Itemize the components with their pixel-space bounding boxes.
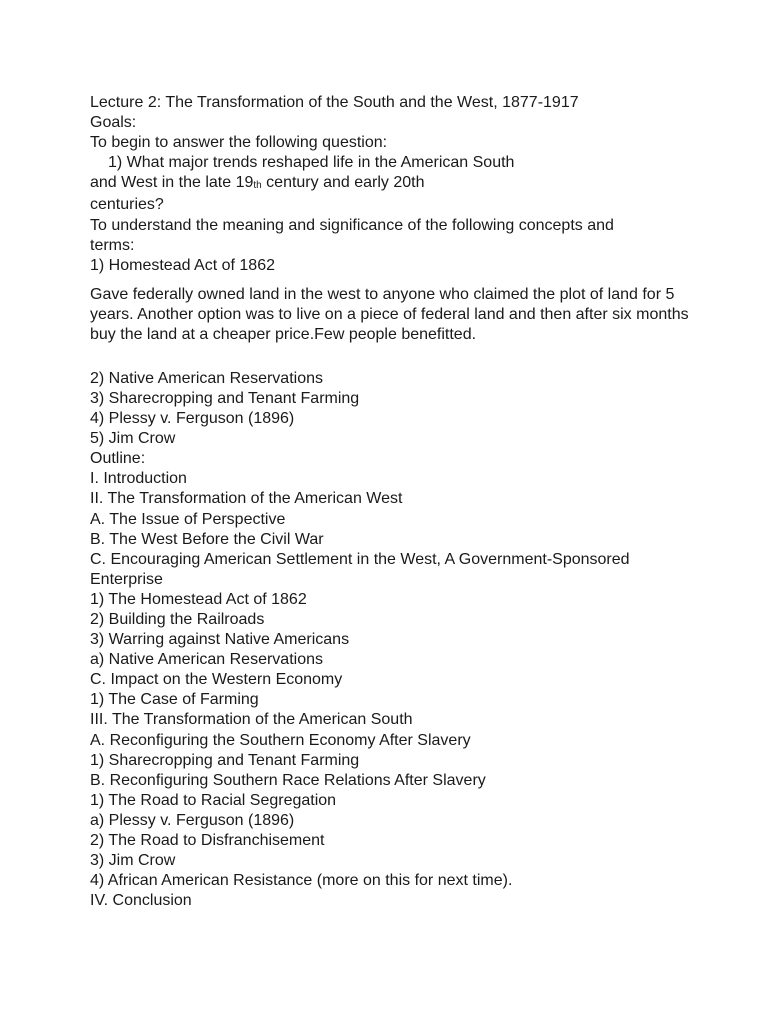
concepts-intro-line-2: terms: (90, 236, 135, 254)
outline-item: a) Plessy v. Ferguson (1896) (90, 811, 295, 829)
term-item: 2) Native American Reservations (90, 369, 323, 387)
homestead-paragraph: Gave federally owned land in the west to anyone who claimed the plot of land for 5 years. Another option was to live on a piece of federal land and then after six months buy the land at a cheaper price.Few people benefitted. (90, 285, 689, 343)
outline-item: 2) The Road to Disfranchisement (90, 832, 325, 849)
outline-item: 4) African American Resistance (more on this for next time). (90, 872, 513, 890)
outline-item: 1) The Case of Farming (90, 691, 259, 709)
outline-item: 1) The Homestead Act of 1862 (90, 590, 307, 608)
outline-item: C. Encouraging American Settlement in the West, A Government-Sponsored (90, 550, 630, 568)
term-item: 3) Sharecropping and Tenant Farming (90, 389, 360, 407)
question-line-2-end: century and early 20th (261, 174, 425, 192)
goals-intro: To begin to answer the following question: (90, 134, 388, 152)
outline-label: Outline: (90, 450, 146, 468)
outline-item: B. The West Before the Civil War (90, 530, 324, 548)
outline-item: IV. Conclusion (90, 892, 192, 910)
question-line-1: 1) What major trends reshaped life in the American South (108, 154, 515, 172)
ordinal-suffix: th (253, 180, 262, 192)
outline-item: C. Impact on the Western Economy (90, 671, 343, 689)
outline-item: 3) Jim Crow (90, 852, 176, 870)
outline-item: B. Reconfiguring Southern Race Relations After Slavery (90, 771, 486, 789)
outline-item: 1) The Road to Racial Segregation (90, 791, 337, 809)
outline-item: 2) Building the Railroads (90, 610, 265, 628)
outline-item: II. The Transformation of the American West (90, 490, 403, 508)
concepts-intro-line-1: To understand the meaning and significance of the following concepts and (90, 216, 614, 234)
term-item: 4) Plessy v. Ferguson (1896) (90, 410, 295, 428)
term-item: 1) Homestead Act of 1862 (90, 256, 275, 274)
question-line-3: centuries? (90, 196, 164, 214)
question-line-2 (90, 173, 690, 195)
spacer (90, 345, 690, 369)
question-line-2-start: and West in the late 19 (90, 174, 254, 192)
outline-item: A. Reconfiguring the Southern Economy After Slavery (90, 731, 471, 749)
outline-item: III. The Transformation of the American South (90, 711, 413, 729)
term-item: 5) Jim Crow (90, 430, 176, 448)
outline-item: Enterprise (90, 570, 163, 588)
document-page (90, 93, 690, 911)
outline-item: A. The Issue of Perspective (90, 510, 286, 528)
document-title: Lecture 2: The Transformation of the South and the West, 1877-1917 (90, 94, 579, 111)
goals-label: Goals: (90, 114, 137, 132)
outline-item: 3) Warring against Native Americans (90, 631, 350, 649)
outline-item: I. Introduction (90, 470, 187, 488)
outline-item: a) Native American Reservations (90, 651, 323, 669)
outline-item: 1) Sharecropping and Tenant Farming (90, 751, 360, 769)
